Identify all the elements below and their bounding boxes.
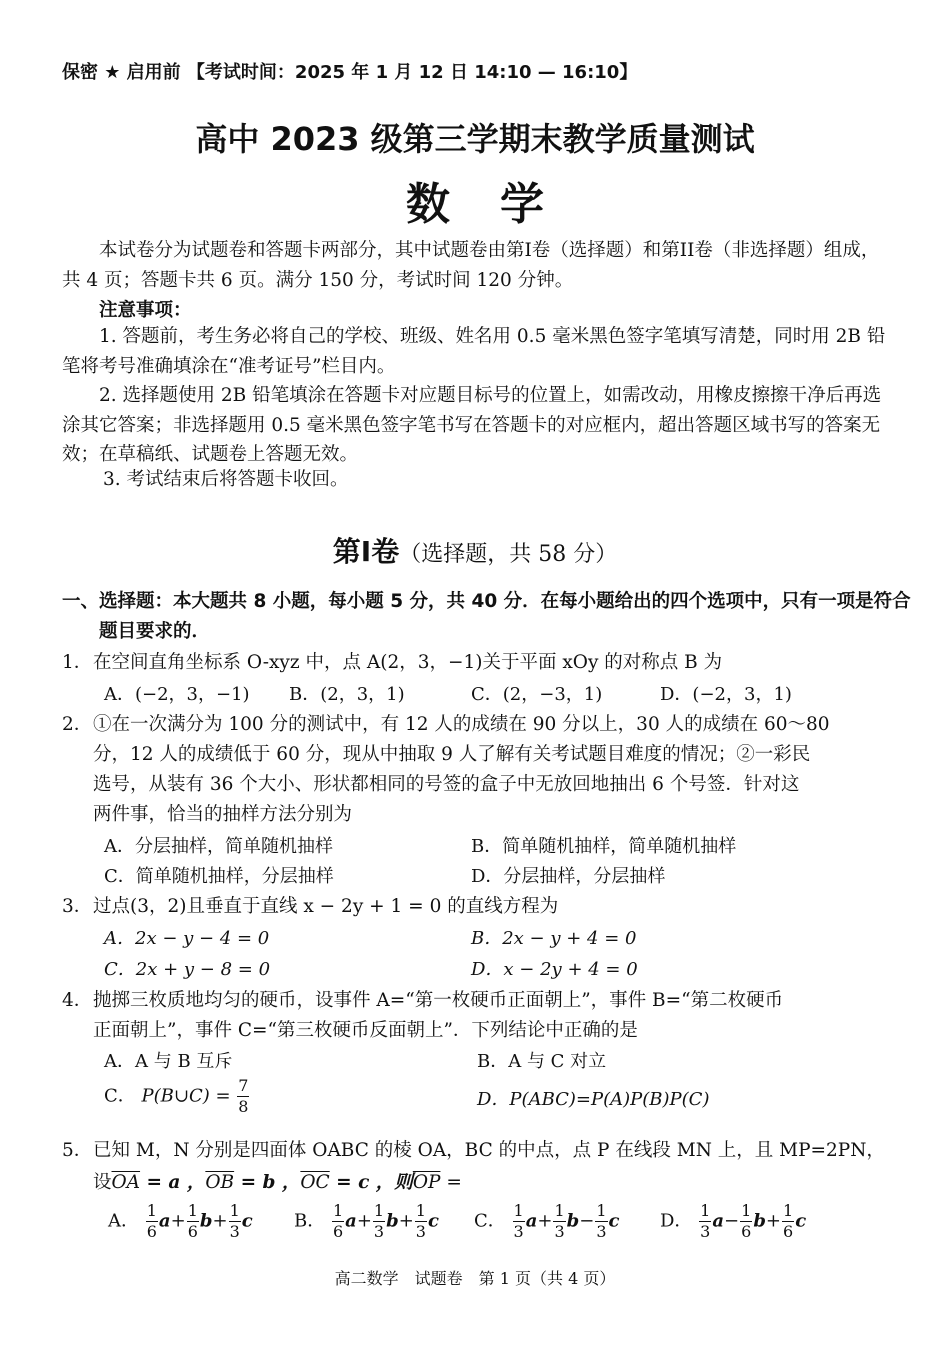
fraction bbox=[553, 1203, 565, 1240]
q2-option-c: C．简单随机抽样，分层抽样 bbox=[104, 866, 334, 887]
fraction-denominator: 3 bbox=[700, 1222, 711, 1241]
q4-number: 4． bbox=[62, 990, 93, 1011]
vec-c: c bbox=[795, 1210, 807, 1232]
fraction-numerator: 1 bbox=[783, 1201, 794, 1220]
q4-option-c-label: C． bbox=[104, 1085, 136, 1107]
q5-prefix: 设 bbox=[93, 1172, 112, 1193]
vec-b: b bbox=[386, 1210, 399, 1232]
fraction-numerator: 1 bbox=[741, 1201, 752, 1220]
q5-option-c bbox=[474, 1203, 620, 1240]
q4-option-c bbox=[104, 1078, 250, 1115]
q2-option-b: B．简单随机抽样，简单随机抽样 bbox=[471, 836, 737, 857]
q5-eq-a: = a ， bbox=[140, 1172, 206, 1193]
q3-option-d: D．x − 2y + 4 = 0 bbox=[471, 959, 638, 980]
q5-eq-b: = b ， bbox=[234, 1172, 301, 1193]
q1-option-a: A．(−2，3，−1) bbox=[104, 684, 250, 705]
note-3: 3. 考试结束后将答题卡收回。 bbox=[103, 469, 349, 490]
q5-option-a bbox=[108, 1203, 253, 1240]
q1-number: 1． bbox=[62, 652, 93, 673]
vec-b: b bbox=[199, 1210, 213, 1232]
q5-option-b bbox=[294, 1203, 439, 1240]
vec-b: b bbox=[753, 1210, 766, 1232]
vec-a: a bbox=[712, 1210, 725, 1232]
plus-sign: + bbox=[537, 1210, 553, 1232]
vec-a: a bbox=[345, 1210, 357, 1232]
q3-stem: 过点(3，2)且垂直于直线 x − 2y + 1 = 0 的直线方程为 bbox=[93, 896, 559, 917]
fraction bbox=[373, 1203, 385, 1240]
option-label: D． bbox=[660, 1210, 693, 1232]
plus-sign: + bbox=[765, 1210, 781, 1232]
option-label: C． bbox=[474, 1210, 506, 1232]
fraction bbox=[513, 1203, 525, 1240]
fraction bbox=[146, 1203, 158, 1240]
q4-stem-line2: 正面朝上”，事件 C=“第三枚硬币反面朝上”．下列结论中正确的是 bbox=[93, 1020, 638, 1041]
q5-eq-end: = bbox=[440, 1172, 462, 1193]
fraction-denominator: 6 bbox=[332, 1222, 344, 1241]
q4-stem-line1: 抛掷三枚质地均匀的硬币，设事件 A=“第一枚硬币正面朝上”，事件 B=“第二枚硬币 bbox=[93, 990, 784, 1011]
part1-heading: 一、选择题：本大题共 8 小题，每小题 5 分，共 40 分．在每小题给出的四个选项中，只有一项是符合题目要求的． bbox=[62, 591, 911, 642]
q1-option-b: B．(2，3，1) bbox=[289, 684, 405, 705]
q5-stem-line1: 已知 M，N 分别是四面体 OABC 的棱 OA，BC 的中点，点 P 在线段 MN 上，且 MP=2PN， bbox=[93, 1140, 885, 1161]
fraction-numerator: 1 bbox=[596, 1201, 607, 1220]
q4-option-d: D．P(ABC)=P(A)P(B)P(C) bbox=[477, 1089, 710, 1110]
fraction bbox=[229, 1203, 241, 1240]
q2-option-a: A．分层抽样，简单随机抽样 bbox=[104, 836, 333, 857]
vector-ob: $\overline{OB}$ bbox=[205, 1172, 235, 1193]
fraction-numerator: 1 bbox=[415, 1201, 426, 1220]
notes-heading: 注意事项： bbox=[99, 300, 192, 321]
subject-title: 数学 bbox=[406, 179, 594, 230]
q3-option-c: C．2x + y − 8 = 0 bbox=[104, 959, 271, 980]
vec-c: c bbox=[241, 1210, 253, 1232]
section-title: 第I卷 bbox=[332, 535, 400, 568]
fraction bbox=[595, 1203, 607, 1240]
q5-option-d bbox=[660, 1203, 806, 1240]
q2-number: 2． bbox=[62, 714, 93, 735]
fraction-denominator: 3 bbox=[554, 1222, 565, 1241]
plus-sign: + bbox=[212, 1210, 228, 1232]
vec-b: b bbox=[566, 1210, 580, 1232]
fraction bbox=[332, 1203, 344, 1240]
q5-stem-line2 bbox=[93, 1168, 462, 1198]
page-footer: 高二数学 试题卷 第 1 页（共 4 页） bbox=[334, 1269, 616, 1288]
fraction-denominator: 6 bbox=[741, 1222, 752, 1241]
fraction bbox=[740, 1203, 752, 1240]
q1-option-d: D．(−2，3，1) bbox=[660, 684, 792, 705]
vector-oa: $\overline{OA}$ bbox=[111, 1172, 141, 1193]
fraction-numerator: 1 bbox=[554, 1201, 565, 1220]
q3-option-b: B．2x − y + 4 = 0 bbox=[471, 928, 637, 949]
note-1: 1. 答题前，考生务必将自己的学校、班级、姓名用 0.5 毫米黑色签字笔填写清楚，同时用 2B 铅笔将考号准确填涂在“准考证号”栏目内。 bbox=[62, 326, 886, 377]
fraction-denominator: 3 bbox=[596, 1222, 607, 1241]
fraction-denominator: 8 bbox=[238, 1097, 249, 1116]
fraction-numerator: 1 bbox=[373, 1201, 385, 1220]
vec-c: c bbox=[608, 1210, 620, 1232]
q2-stem-line1: ①在一次满分为 100 分的测试中，有 12 人的成绩在 90 分以上，30 人的成绩在 60～80 bbox=[93, 714, 830, 735]
q3-number: 3． bbox=[62, 896, 93, 917]
fraction-numerator: 7 bbox=[238, 1076, 249, 1095]
vector-op: $\overline{OP}$ bbox=[412, 1172, 441, 1193]
fraction bbox=[699, 1203, 711, 1240]
minus-sign: − bbox=[724, 1210, 740, 1232]
fraction-denominator: 3 bbox=[373, 1222, 385, 1241]
fraction-denominator: 3 bbox=[513, 1222, 524, 1241]
fraction-numerator: 1 bbox=[229, 1201, 240, 1220]
q4-option-c-expr: P(B∪C) = bbox=[141, 1085, 231, 1107]
q1-stem: 在空间直角坐标系 O-xyz 中，点 A(2，3，−1)关于平面 xOy 的对称点 B 为 bbox=[93, 652, 723, 673]
plus-sign: + bbox=[398, 1210, 414, 1232]
plus-sign: + bbox=[170, 1210, 186, 1232]
fraction-numerator: 1 bbox=[146, 1201, 157, 1220]
q2-option-d: D．分层抽样，分层抽样 bbox=[471, 866, 666, 887]
q4-option-a: A．A 与 B 互斥 bbox=[104, 1051, 233, 1072]
fraction-numerator: 1 bbox=[332, 1201, 344, 1220]
confidential-header: 保密 ★ 启用前 【考试时间：2025 年 1 月 12 日 14:10 — 16:10】 bbox=[62, 62, 638, 83]
fraction-numerator: 1 bbox=[700, 1201, 711, 1220]
intro-paragraph: 本试卷分为试题卷和答题卡两部分，其中试题卷由第I卷（选择题）和第II卷（非选择题）组成，共 4 页；答题卡共 6 页。满分 150 分，考试时间 120 分钟。 bbox=[62, 240, 880, 291]
note-2: 2. 选择题使用 2B 铅笔填涂在答题卡对应题目标号的位置上，如需改动，用橡皮擦擦干净后再选涂其它答案；非选择题用 0.5 毫米黑色签字笔书写在答题卡的对应框内，超出答题区域书写的答案无效；在草稿纸、试题卷上答题无效。 bbox=[62, 385, 882, 465]
option-label: B． bbox=[294, 1210, 326, 1232]
vec-a: a bbox=[525, 1210, 538, 1232]
q1-option-c: C．(2，−3，1) bbox=[471, 684, 603, 705]
q4-option-b: B．A 与 C 对立 bbox=[477, 1051, 607, 1072]
exam-title: 高中 2023 级第三学期末教学质量测试 bbox=[195, 120, 755, 158]
fraction-denominator: 3 bbox=[415, 1222, 426, 1241]
fraction bbox=[415, 1203, 427, 1240]
vec-c: c bbox=[427, 1210, 439, 1232]
fraction-numerator: 1 bbox=[187, 1201, 198, 1220]
q2-stem-line4: 两件事，恰当的抽样方法分别为 bbox=[93, 804, 353, 825]
minus-sign: − bbox=[579, 1210, 595, 1232]
fraction-denominator: 6 bbox=[146, 1222, 157, 1241]
fraction bbox=[782, 1203, 794, 1240]
q5-number: 5． bbox=[62, 1140, 93, 1161]
option-label: A． bbox=[108, 1210, 139, 1232]
q4-option-c-fraction bbox=[237, 1078, 249, 1115]
q5-eq-c: = c ，则 bbox=[329, 1172, 413, 1193]
fraction-denominator: 3 bbox=[229, 1222, 240, 1241]
fraction-denominator: 6 bbox=[187, 1222, 198, 1241]
fraction bbox=[187, 1203, 199, 1240]
fraction-numerator: 1 bbox=[513, 1201, 524, 1220]
vec-a: a bbox=[158, 1210, 171, 1232]
q2-stem-line2: 分，12 人的成绩低于 60 分，现从中抽取 9 人了解有关考试题目难度的情况；②一彩民 bbox=[93, 744, 811, 765]
section-subtitle: （选择题，共 58 分） bbox=[399, 542, 618, 567]
plus-sign: + bbox=[356, 1210, 372, 1232]
vector-oc: $\overline{OC}$ bbox=[300, 1172, 330, 1193]
fraction-denominator: 6 bbox=[783, 1222, 794, 1241]
q3-option-a: A．2x − y − 4 = 0 bbox=[104, 928, 270, 949]
q2-stem-line3: 选号，从装有 36 个大小、形状都相同的号签的盒子中无放回地抽出 6 个号签．针对这 bbox=[93, 774, 800, 795]
section-heading bbox=[0, 530, 950, 570]
